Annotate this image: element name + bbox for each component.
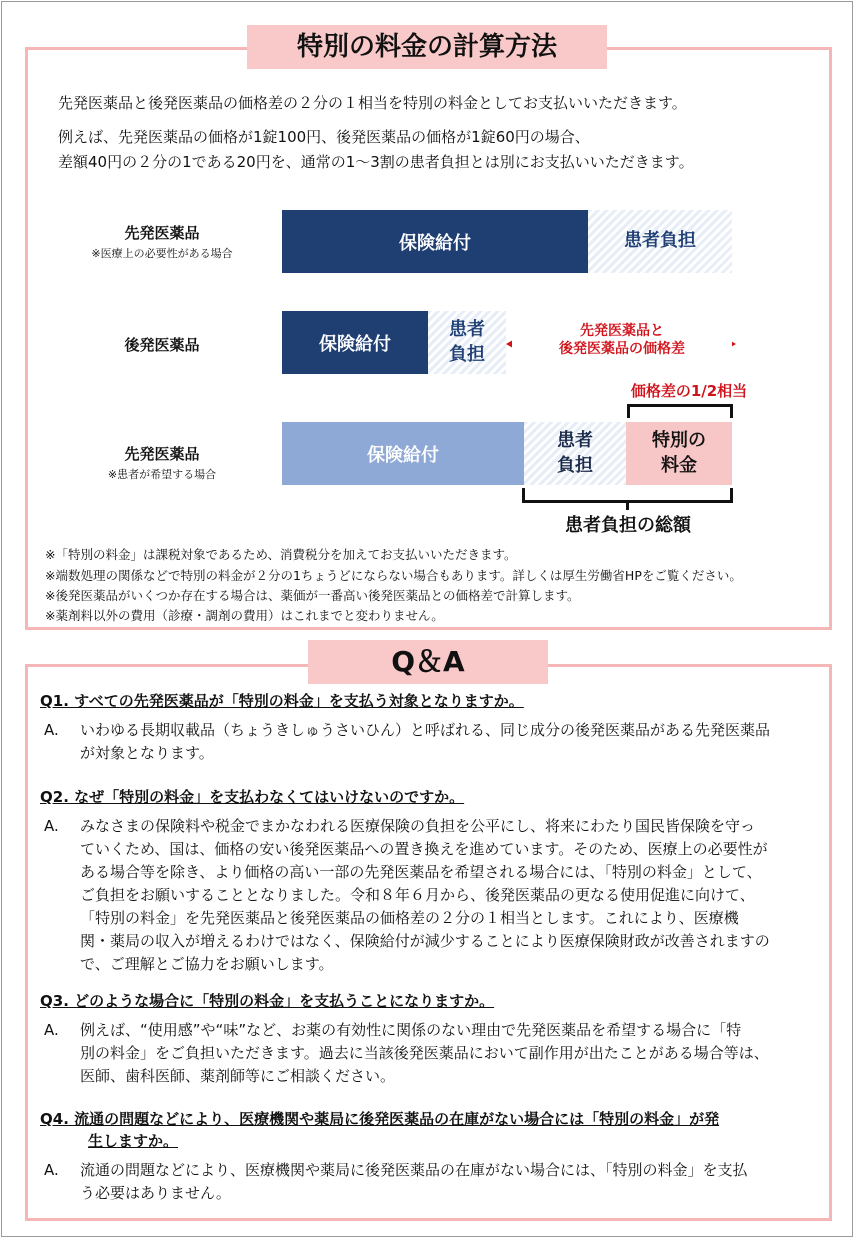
q3-question: Q3. どのような場合に「特別の料金」を支払うことになりますか。 xyxy=(40,992,495,1010)
q2-answer-line: ていくため、国は、価格の安い後発医薬品への置き換えを進めています。そのため、医療上の必要性が xyxy=(80,840,768,858)
q4-question-line: 生しますか。 xyxy=(88,1132,179,1150)
q4-question-line: Q4. 流通の問題などにより、医療機関や薬局に後発医薬品の在庫がない場合には「特別の料金」が発 xyxy=(40,1110,720,1128)
row2-label-main: 後発医薬品 xyxy=(124,336,200,354)
row1-patient-bar: 患者負担 xyxy=(588,210,732,273)
price-difference-label-line2: 後発医薬品の価格差 xyxy=(559,341,685,357)
half-bracket-left xyxy=(627,404,630,418)
q4-answer-line: 流通の問題などにより、医療機関や薬局に後発医薬品の在庫がない場合には、「特別の料金」を支払 xyxy=(80,1161,748,1179)
q3-answer-line: 別の料金」をご負担いただきます。過去に当該後発医薬品において副作用が出たことがある場合等は、 xyxy=(80,1044,769,1062)
row3-special-line1: 特別の xyxy=(652,430,706,452)
row1-insurance-bar: 保険給付 xyxy=(282,210,588,273)
intro-line-2: 例えば、先発医薬品の価格が1錠100円、後発医薬品の価格が1錠60円の場合、 xyxy=(58,128,590,146)
price-difference-label-line1: 先発医薬品と xyxy=(580,323,664,339)
row3-label-main: 先発医薬品 xyxy=(124,445,200,463)
calculation-section-title: 特別の料金の計算方法 xyxy=(247,25,607,69)
total-bracket-center xyxy=(626,500,629,510)
row2-patient-line2: 負担 xyxy=(449,343,485,365)
q1-answer-mark: A. xyxy=(44,721,59,739)
q2-answer-mark: A. xyxy=(44,817,59,835)
q2-answer-line: ある場合等を除き、より価格の高い一部の先発医薬品を希望される場合には、「特別の料金」として、 xyxy=(80,863,762,881)
note-4: ※薬剤料以外の費用（診療・調剤の費用）はこれまでと変わりません。 xyxy=(45,608,444,623)
q3-answer xyxy=(80,1019,826,1088)
q2-answer-line: ご負担をお願いすることとなりました。令和８年６月から、後発医薬品の更なる使用促進に向けて、 xyxy=(80,886,755,904)
row3-special-fee-bar xyxy=(626,422,732,485)
row3-patient-line1: 患者 xyxy=(557,430,593,452)
q3-answer-line: 医師、歯科医師、薬剤師等にご相談ください。 xyxy=(80,1067,396,1085)
row2-label xyxy=(62,334,262,355)
q3-answer-line: 例えば、“使用感”や“味”など、お薬の有効性に関係のない理由で先発医薬品を希望する場合に「特 xyxy=(80,1021,742,1039)
row3-patient-bar xyxy=(524,422,626,485)
row2-insurance-bar: 保険給付 xyxy=(282,311,428,374)
q2-answer-line: 「特別の料金」を先発医薬品と後発医薬品の価格差の２分の１相当とします。これにより、医療機 xyxy=(80,909,739,927)
note-3: ※後発医薬品がいくつか存在する場合は、薬価が一番高い後発医薬品との価格差で計算します。 xyxy=(45,588,580,603)
row3-label-sub: ※患者が希望する場合 xyxy=(107,468,217,481)
q2-answer xyxy=(80,815,826,976)
q2-answer-line: みなさまの保険料や税金でまかなわれる医療保険の負担を公平にし、将来にわたり国民皆保険を守っ xyxy=(80,817,756,835)
row3-special-line2: 料金 xyxy=(661,454,697,476)
q2-answer-line: で、ご理解とご協力をお願いします。 xyxy=(80,955,334,973)
intro-line-1: 先発医薬品と後発医薬品の価格差の２分の１相当を特別の料金としてお支払いいただきます。 xyxy=(58,94,687,112)
q1-answer-line: いわゆる長期収載品（ちょうきしゅうさいひん）と呼ばれる、同じ成分の後発医薬品がある先発医薬品 xyxy=(80,721,771,739)
half-bracket-top xyxy=(627,404,733,407)
row1-label-sub: ※医療上の必要性がある場合 xyxy=(91,247,233,260)
note-2: ※端数処理の関係などで特別の料金が２分の1ちょうどにならない場合もあります。詳しくは厚生労働省HPをご覧ください。 xyxy=(45,568,742,583)
q4-answer xyxy=(80,1159,826,1205)
row3-patient-line2: 負担 xyxy=(557,454,593,476)
row2-patient-bar xyxy=(428,311,506,374)
intro-line-3: 差額40円の２分の1である20円を、通常の1～3割の患者負担とは別にお支払いいただきます。 xyxy=(58,153,694,171)
q2-answer-line: 関・薬局の収入が増えるわけではなく、保険給付が減少することにより医療保険財政が改善されますの xyxy=(80,932,770,950)
qa-section-title: Q＆A xyxy=(308,640,548,684)
total-patient-burden-label: 患者負担の総額 xyxy=(565,515,691,536)
half-bracket-right xyxy=(730,404,733,418)
row2-patient-line1: 患者 xyxy=(449,319,485,341)
q4-answer-mark: A. xyxy=(44,1161,59,1179)
price-difference-label xyxy=(512,322,732,358)
half-difference-label: 価格差の1/2相当 xyxy=(630,382,748,400)
row1-label xyxy=(62,222,262,261)
q2-question: Q2. なぜ「特別の料金」を支払わなくてはいけないのですか。 xyxy=(40,788,465,806)
q1-answer-line: が対象となります。 xyxy=(80,744,214,762)
q4-answer-line: う必要はありません。 xyxy=(80,1184,231,1202)
row3-insurance-bar: 保険給付 xyxy=(282,422,524,485)
q3-answer-mark: A. xyxy=(44,1021,59,1039)
q1-question: Q1. すべての先発医薬品が「特別の料金」を支払う対象となりますか。 xyxy=(40,692,524,710)
note-1: ※「特別の料金」は課税対象であるため、消費税分を加えてお支払いいただきます。 xyxy=(45,547,517,562)
q1-answer xyxy=(80,719,826,765)
row1-label-main: 先発医薬品 xyxy=(124,224,200,242)
row3-label xyxy=(62,443,262,482)
q4-question xyxy=(40,1108,820,1152)
